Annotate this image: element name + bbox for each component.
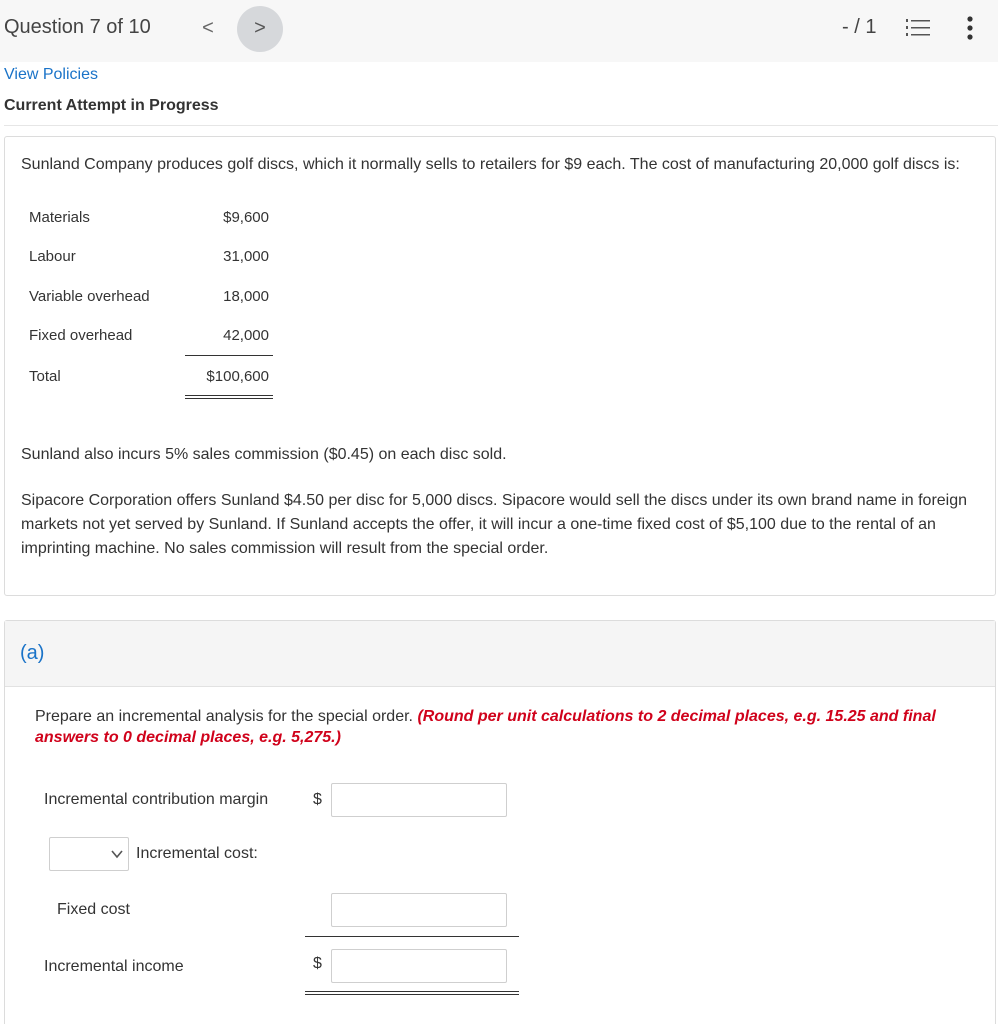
cost-type-select[interactable]: [49, 837, 129, 871]
question-panel: [4, 136, 996, 596]
cost-label: Variable overhead: [29, 288, 150, 305]
more-vertical-icon[interactable]: [960, 14, 980, 42]
subtotal-rule: [185, 355, 273, 356]
total-double-rule: [305, 991, 519, 992]
offer-paragraph: Sipacore Corporation offers Sunland $4.50 per disc for 5,000 discs. Sipacore would sell the discs under its own brand name in foreign markets not yet served by Sunland. If Sunland accepts the offer, it will incur a one-time fixed cost of $5,100 due to the rental of an imprinting machine. No sales commission will result from the special order.: [21, 492, 968, 557]
incremental-income-input[interactable]: [331, 949, 507, 983]
cost-value: $100,600: [206, 368, 269, 385]
subtotal-rule: [305, 936, 519, 937]
cost-value: 18,000: [223, 288, 269, 305]
cost-row-variable-overhead: [29, 288, 269, 305]
total-double-rule: [305, 994, 519, 995]
rounding-note: (Round per unit calculations to 2 decimal places, e.g. 15.25 and final answers to 0 decimal places, e.g. 5,275.): [35, 708, 936, 746]
currency-symbol: $: [313, 791, 322, 808]
incremental-cost-label: Incremental cost:: [136, 845, 258, 862]
cost-label: Materials: [29, 209, 90, 226]
total-double-rule: [185, 398, 273, 399]
next-question-button[interactable]: >: [237, 6, 283, 52]
cost-row-materials: [29, 209, 269, 226]
fixed-cost-label: Fixed cost: [57, 901, 130, 918]
cost-value: 31,000: [223, 248, 269, 265]
part-a-label: (a): [20, 642, 45, 664]
score-display: - / 1: [842, 16, 877, 38]
part-a-panel: [4, 620, 996, 1024]
question-intro: Sunland Company produces golf discs, which it normally sells to retailers for $9 each. The cost of manufacturing 20,000 golf discs is:: [21, 156, 960, 173]
cost-label: Labour: [29, 248, 76, 265]
cost-row-fixed-overhead: [29, 327, 269, 344]
incremental-income-label: Incremental income: [44, 958, 184, 975]
fixed-cost-input[interactable]: [331, 893, 507, 927]
cost-label: Fixed overhead: [29, 327, 133, 344]
question-header: [0, 0, 998, 62]
commission-paragraph: Sunland also incurs 5% sales commission ($0.45) on each disc sold.: [21, 446, 507, 463]
contribution-margin-input[interactable]: [331, 783, 507, 817]
cost-value: $9,600: [223, 209, 269, 226]
cost-label: Total: [29, 368, 61, 385]
attempt-status: Current Attempt in Progress: [4, 97, 219, 114]
currency-symbol: $: [313, 955, 322, 972]
chevron-down-icon: [110, 848, 124, 860]
cost-row-total: [29, 368, 269, 385]
previous-question-button[interactable]: <: [202, 17, 214, 39]
cost-value: 42,000: [223, 327, 269, 344]
contribution-margin-label: Incremental contribution margin: [44, 791, 269, 808]
instruction-text: Prepare an incremental analysis for the special order.: [35, 708, 413, 725]
part-a-instruction: [35, 706, 975, 748]
part-a-header: [5, 621, 995, 687]
view-policies-link[interactable]: View Policies: [4, 66, 98, 83]
cost-row-labour: [29, 248, 269, 265]
question-counter: Question 7 of 10: [4, 16, 151, 38]
total-double-rule: [185, 395, 273, 396]
list-icon[interactable]: [906, 17, 930, 39]
divider: [4, 125, 998, 126]
